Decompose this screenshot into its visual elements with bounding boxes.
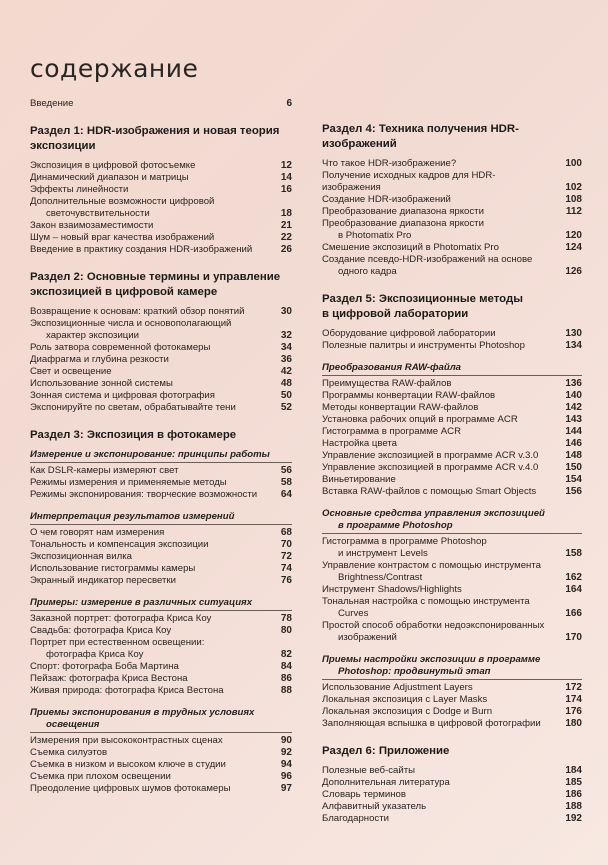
toc-entry-title: Диафрагма и глубина резкости (30, 354, 169, 365)
toc-entry-title: Гистограмма в программе Photoshop и инструмент Levels (322, 536, 487, 559)
subsection-heading: Интерпретация результатов измерений (30, 511, 292, 525)
toc-entry-title: Роль затвора современной фотокамеры (30, 342, 211, 353)
toc-list (322, 328, 582, 352)
toc-entry[interactable] (322, 474, 582, 486)
toc-entry[interactable] (322, 682, 582, 694)
toc-entry-page: 42 (280, 366, 292, 377)
toc-entry[interactable] (322, 378, 582, 390)
toc-entry-page: 174 (565, 694, 582, 705)
toc-entry[interactable] (30, 465, 292, 477)
toc-entry-title: Закон взаимозаместимости (30, 220, 154, 231)
toc-entry[interactable] (322, 438, 582, 450)
toc-entry-title: Заполняющая вспышка в цифровой фотографии (322, 718, 541, 729)
toc-list (30, 613, 292, 697)
toc-entry[interactable] (30, 771, 292, 783)
toc-entry-title: Свадьба: фотографа Криса Коу (30, 625, 172, 636)
toc-entry-title: Программы конвертации RAW-файлов (322, 390, 496, 401)
toc-entry[interactable] (30, 759, 292, 771)
section-heading: Раздел 1: HDR-изображения и новая теория экспозиции (30, 125, 280, 152)
toc-entry-page: 22 (280, 232, 292, 243)
toc-entry[interactable] (30, 390, 292, 402)
toc-entry[interactable] (30, 575, 292, 587)
toc-entry[interactable] (322, 426, 582, 438)
toc-entry-title: Режимы экспонирования: творческие возможности (30, 489, 258, 500)
toc-entry-page: 140 (565, 390, 582, 401)
toc-entry-title: Эффекты линейности (30, 184, 129, 195)
toc-entry[interactable] (30, 244, 292, 256)
toc-entry[interactable] (30, 98, 292, 110)
toc-entry[interactable] (30, 527, 292, 539)
toc-entry[interactable] (30, 306, 292, 318)
toc-entry-title: Использование Adjustment Layers (322, 682, 473, 693)
toc-entry-title: Преодоление цифровых шумов фотокамеры (30, 783, 231, 794)
toc-entry[interactable] (30, 378, 292, 390)
toc-entry[interactable] (322, 789, 582, 801)
toc-entry-title: Пейзаж: фотографа Криса Вестона (30, 673, 188, 684)
toc-entry-title: О чем говорят нам измерения (30, 527, 165, 538)
toc-entry[interactable] (322, 402, 582, 414)
toc-entry-title: Портрет при естественном освещении: фотографа Криса Коу (30, 637, 205, 660)
toc-entry-title: Тональная настройка с помощью инструмента Curves (322, 596, 530, 619)
toc-entry-page: 130 (565, 328, 582, 339)
toc-entry-title: Съемка при плохом освещении (30, 771, 171, 782)
toc-entry[interactable] (322, 170, 582, 194)
toc-entry-page: 112 (565, 206, 582, 217)
toc-entry-title: Что такое HDR-изображение? (322, 158, 457, 169)
toc-entry[interactable] (30, 563, 292, 575)
toc-entry[interactable] (30, 673, 292, 685)
toc-entry[interactable] (30, 747, 292, 759)
toc-entry-page: 26 (280, 244, 292, 255)
toc-entry-title: Алфавитный указатель (322, 801, 427, 812)
toc-entry-page: 192 (565, 813, 582, 824)
toc-entry-title: Экспозиционная вилка (30, 551, 132, 562)
toc-entry[interactable] (30, 184, 292, 196)
page-title: содержание (30, 54, 199, 83)
toc-entry-title: Введение (30, 98, 74, 109)
toc-entry-title: Словарь терминов (322, 789, 406, 800)
toc-entry[interactable] (30, 489, 292, 501)
toc-entry-page: 144 (565, 426, 582, 437)
toc-entry-page: 70 (280, 539, 292, 550)
toc-entry-title: Полезные веб-сайты (322, 765, 416, 776)
toc-entry-title: Экспозиционные числа и основополагающий характер экспозиции (30, 318, 232, 341)
toc-entry-title: Шум – новый враг качества изображений (30, 232, 215, 243)
toc-right-column (322, 122, 582, 825)
toc-entry-page: 94 (280, 759, 292, 770)
toc-entry-page: 12 (280, 160, 292, 171)
toc-entry-title: Преобразование диапазона яркости в Photomatix Pro (322, 218, 484, 241)
toc-entry-page: 126 (565, 266, 582, 277)
toc-entry-page: 180 (565, 718, 582, 729)
toc-entry-title: Управление экспозицией в программе ACR v.3.0 (322, 450, 539, 461)
toc-entry-title: Свет и освещение (30, 366, 112, 377)
toc-entry[interactable] (322, 486, 582, 498)
toc-entry-page: 124 (565, 242, 582, 253)
toc-entry[interactable] (30, 220, 292, 232)
toc-entry-page: 78 (280, 613, 292, 624)
toc-entry-page: 148 (565, 450, 582, 461)
toc-entry-page: 97 (280, 783, 292, 794)
toc-entry-title: Использование зонной системы (30, 378, 173, 389)
toc-entry[interactable] (322, 620, 582, 644)
toc-entry-page: 108 (565, 194, 582, 205)
toc-entry[interactable] (30, 613, 292, 625)
toc-entry[interactable] (30, 735, 292, 747)
toc-entry[interactable] (322, 414, 582, 426)
toc-entry-title: Экспонируйте по светам, обрабатывайте тени (30, 402, 236, 413)
toc-entry-page: 80 (280, 625, 292, 636)
toc-entry-page: 134 (565, 340, 582, 351)
toc-entry-title: Благодарности (322, 813, 389, 824)
toc-list (30, 160, 292, 256)
toc-entry-page: 170 (565, 632, 582, 643)
toc-entry-title: Как DSLR-камеры измеряют свет (30, 465, 179, 476)
toc-entry-title: Настройка цвета (322, 438, 398, 449)
toc-list (30, 465, 292, 501)
toc-entry[interactable] (30, 196, 292, 220)
toc-entry[interactable] (322, 813, 582, 825)
toc-list (322, 536, 582, 644)
toc-entry[interactable] (322, 777, 582, 789)
toc-entry-page: 68 (280, 527, 292, 538)
toc-entry-title: Экранный индикатор пересветки (30, 575, 177, 586)
toc-entry[interactable] (30, 354, 292, 366)
toc-entry-title: Измерения при высококонтрастных сценах (30, 735, 223, 746)
toc-entry-page: 36 (280, 354, 292, 365)
toc-entry-title: Локальная экспозиция с Layer Masks (322, 694, 488, 705)
toc-entry-page: 185 (565, 777, 582, 788)
toc-entry[interactable] (322, 390, 582, 402)
toc-list (322, 682, 582, 730)
toc-entry[interactable] (322, 584, 582, 596)
toc-entry-page: 90 (280, 735, 292, 746)
toc-list (322, 378, 582, 498)
toc-entry-page: 186 (565, 789, 582, 800)
toc-entry-title: Управление контрастом с помощью инструмента Brightness/Contrast (322, 560, 541, 583)
toc-entry[interactable] (322, 560, 582, 584)
toc-entry[interactable] (30, 160, 292, 172)
toc-entry-title: Преимущества RAW-файлов (322, 378, 452, 389)
toc-list (30, 735, 292, 795)
toc-entry-title: Локальная экспозиция с Dodge и Burn (322, 706, 493, 717)
toc-entry-page: 76 (280, 575, 292, 586)
toc-entry-page: 142 (565, 402, 582, 413)
toc-entry-page: 30 (280, 306, 292, 317)
toc-entry[interactable] (30, 539, 292, 551)
toc-entry[interactable] (322, 328, 582, 340)
toc-entry-title: Смешение экспозиций в Photomatix Pro (322, 242, 499, 253)
toc-entry-page: 52 (280, 402, 292, 413)
toc-list (30, 306, 292, 414)
toc-entry-title: Простой способ обработки недоэкспонированных изображений (322, 620, 545, 643)
toc-entry-title: Методы конвертации RAW-файлов (322, 402, 479, 413)
toc-entry[interactable] (322, 254, 582, 278)
toc-entry-page: 82 (280, 649, 292, 660)
toc-entry-page: 96 (280, 771, 292, 782)
toc-entry-page: 164 (565, 584, 582, 595)
toc-entry[interactable] (322, 340, 582, 352)
toc-entry-title: Зонная система и цифровая фотография (30, 390, 215, 401)
toc-entry[interactable] (322, 194, 582, 206)
toc-entry-page: 32 (280, 330, 292, 341)
toc-entry[interactable] (322, 718, 582, 730)
toc-entry[interactable] (30, 551, 292, 563)
toc-entry[interactable] (322, 694, 582, 706)
toc-entry-page: 188 (565, 801, 582, 812)
toc-entry[interactable] (30, 366, 292, 378)
toc-entry-title: Заказной портрет: фотографа Криса Коу (30, 613, 212, 624)
toc-entry-title: Введение в практику создания HDR-изображений (30, 244, 253, 255)
toc-list (322, 158, 582, 278)
toc-entry[interactable] (322, 218, 582, 242)
toc-entry-title: Управление экспозицией в программе ACR v.4.0 (322, 462, 539, 473)
toc-entry-page: 150 (565, 462, 582, 473)
toc-list (30, 527, 292, 587)
toc-entry-title: Преобразование диапазона яркости (322, 206, 484, 217)
subsection-heading: Основные средства управления экспозицией в программе Photoshop (322, 508, 582, 534)
toc-entry-page: 143 (565, 414, 582, 425)
subsection-heading: Измерение и экспонирование: принципы работы (30, 449, 292, 463)
toc-entry-title: Установка рабочих опций в программе ACR (322, 414, 518, 425)
toc-entry-page: 154 (565, 474, 582, 485)
toc-entry-page: 100 (565, 158, 582, 169)
toc-entry-page: 50 (280, 390, 292, 401)
toc-entry[interactable] (322, 158, 582, 170)
toc-entry-page: 16 (280, 184, 292, 195)
toc-entry-title: Живая природа: фотографа Криса Вестона (30, 685, 224, 696)
toc-entry-page: 21 (280, 220, 292, 231)
toc-entry-title: Возвращение к основам: краткий обзор понятий (30, 306, 245, 317)
toc-entry-title: Полезные палитры и инструменты Photoshop (322, 340, 525, 351)
subsection-heading: Приемы настройки экспозиции в программе Photoshop: продвинутый этап (322, 654, 582, 680)
toc-entry-title: Создание псевдо-HDR-изображений на основе одного кадра (322, 254, 533, 277)
toc-entry[interactable] (30, 232, 292, 244)
toc-entry[interactable] (30, 625, 292, 637)
section-heading: Раздел 3: Экспозиция в фотокамере (30, 429, 237, 441)
toc-entry-page: 102 (565, 182, 582, 193)
toc-entry-title: Спорт: фотографа Боба Мартина (30, 661, 179, 672)
toc-entry-page: 14 (280, 172, 292, 183)
toc-entry-page: 64 (280, 489, 292, 500)
toc-entry[interactable] (322, 596, 582, 620)
toc-entry-page: 176 (565, 706, 582, 717)
toc-entry[interactable] (30, 172, 292, 184)
toc-entry[interactable] (322, 462, 582, 474)
toc-entry-title: Инструмент Shadows/Highlights (322, 584, 462, 595)
section-heading: Раздел 6: Приложение (322, 745, 450, 757)
toc-entry-page: 18 (280, 208, 292, 219)
toc-entry-page: 92 (280, 747, 292, 758)
toc-entry[interactable] (30, 685, 292, 697)
section-heading: Раздел 5: Экспозиционные методы в цифровой лаборатории (322, 293, 523, 320)
toc-entry[interactable] (30, 783, 292, 795)
toc-entry[interactable] (322, 206, 582, 218)
toc-entry-page: 84 (280, 661, 292, 672)
toc-entry-title: Съемка силуэтов (30, 747, 108, 758)
toc-entry-title: Экспозиция в цифровой фотосъемке (30, 160, 196, 171)
toc-entry-title: Гистограмма в программе ACR (322, 426, 462, 437)
toc-entry-title: Дополнительные возможности цифровой светочувствительности (30, 196, 215, 219)
toc-list (322, 765, 582, 825)
toc-entry-title: Тональность и компенсация экспозиции (30, 539, 209, 550)
toc-entry-title: Оборудование цифровой лаборатории (322, 328, 496, 339)
toc-entry-page: 72 (280, 551, 292, 562)
subsection-heading: Преобразования RAW-файла (322, 362, 582, 376)
toc-entry-title: Использование гистограммы камеры (30, 563, 196, 574)
toc-entry[interactable] (30, 637, 292, 661)
toc-entry-page: 158 (565, 548, 582, 559)
toc-entry-page: 58 (280, 477, 292, 488)
toc-entry-page: 56 (280, 465, 292, 476)
toc-entry-page: 156 (565, 486, 582, 497)
toc-entry-page: 162 (565, 572, 582, 583)
subsection-heading: Примеры: измерение в различных ситуациях (30, 597, 292, 611)
section-heading: Раздел 4: Техника получения HDR-изображений (322, 123, 519, 150)
toc-entry-title: Вставка RAW-файлов с помощью Smart Objects (322, 486, 537, 497)
toc-entry-title: Съемка в низком и высоком ключе в студии (30, 759, 226, 770)
toc-entry-title: Получение исходных кадров для HDR-изображения (322, 170, 496, 193)
toc-entry-page: 172 (565, 682, 582, 693)
toc-entry[interactable] (30, 477, 292, 489)
toc-entry-page: 74 (280, 563, 292, 574)
toc-entry-page: 146 (565, 438, 582, 449)
toc-entry-title: Дополнительная литература (322, 777, 450, 788)
toc-entry-title: Создание HDR-изображений (322, 194, 451, 205)
toc-entry[interactable] (322, 450, 582, 462)
toc-entry-title: Режимы измерения и применяемые методы (30, 477, 227, 488)
toc-left-column (30, 98, 292, 795)
toc-entry[interactable] (30, 318, 292, 342)
toc-entry[interactable] (30, 661, 292, 673)
toc-entry-page: 166 (565, 608, 582, 619)
toc-entry-page: 88 (280, 685, 292, 696)
subsection-heading: Приемы экспонирования в трудных условиях освещения (30, 707, 292, 733)
toc-entry-page: 6 (286, 98, 292, 109)
toc-entry[interactable] (322, 536, 582, 560)
toc-entry-page: 120 (565, 230, 582, 241)
toc-entry-page: 34 (280, 342, 292, 353)
toc-entry[interactable] (30, 402, 292, 414)
toc-entry[interactable] (322, 765, 582, 777)
toc-entry[interactable] (322, 801, 582, 813)
toc-entry-title: Виньетирование (322, 474, 396, 485)
toc-entry[interactable] (30, 342, 292, 354)
toc-entry[interactable] (322, 706, 582, 718)
toc-entry-page: 184 (565, 765, 582, 776)
toc-entry-page: 86 (280, 673, 292, 684)
toc-entry[interactable] (322, 242, 582, 254)
toc-entry-page: 48 (280, 378, 292, 389)
section-heading: Раздел 2: Основные термины и управление экспозицией в цифровой камере (30, 271, 281, 298)
toc-entry-title: Динамический диапазон и матрицы (30, 172, 189, 183)
toc-entry-page: 136 (565, 378, 582, 389)
